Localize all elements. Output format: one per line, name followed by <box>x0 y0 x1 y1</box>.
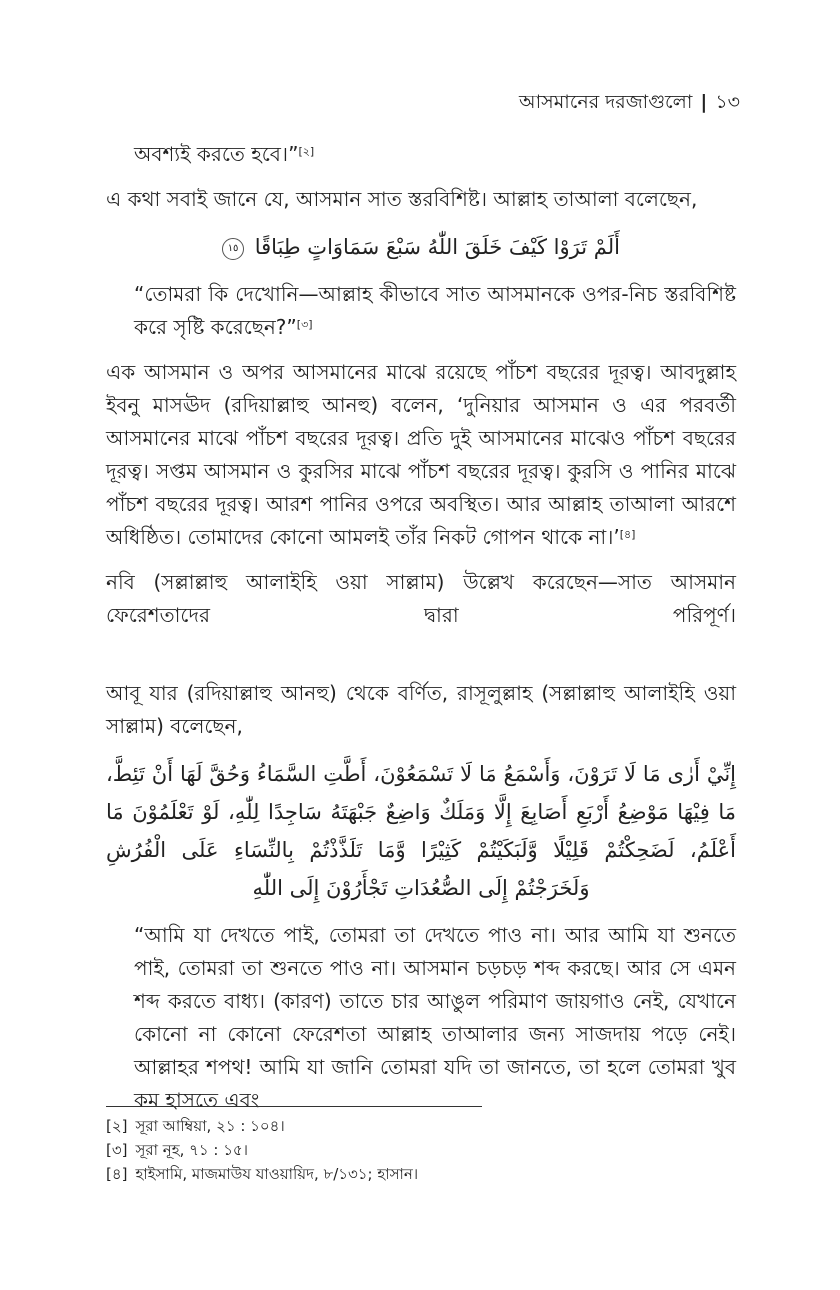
paragraph-5-text: নবি (সল্লাল্লাহু আলাইহি ওয়া সাল্লাম) উল্লেখ করেছেন—সাত আসমান ফেরেশতাদের দ্বারা পরিপূর্ণ। <box>106 570 736 627</box>
chapter-title: আসমানের দরজাগুলো <box>519 91 693 113</box>
ayah-translation <box>106 278 736 344</box>
header-separator: | <box>700 91 708 113</box>
quran-ayah <box>106 228 736 266</box>
footnote-ref-3: [৩] <box>296 318 313 331</box>
page-number: ১৩ <box>715 91 740 113</box>
footnote-number: [২] <box>106 1117 128 1135</box>
paragraph-1 <box>106 138 736 171</box>
hadith-arabic: إِنِّيْ أَرٰى مَا لَا تَرَوْنَ، وَأَسْمَعُ مَا لَا تَسْمَعُوْنَ، أَطَّتِ السَّمَاءُ وَحُقَّ لَهَا أَنْ تَئِطَّ، مَا فِيْهَا مَوْضِعُ أَرْبَعِ أَصَابِعَ إِلَّا وَمَلَكٌ وَاضِعٌ جَبْهَتَهُ سَاجِدًا لِلّٰهِ، لَوْ تَعْلَمُوْنَ مَا أَعْلَمُ، لَضَحِكْتُمْ قَلِيْلًا وَّلَبَكَيْتُمْ كَثِيْرًا وَّمَا تَلَذَّذْتُمْ بِالنِّسَاءِ عَلَى الْفُرُشِ وَلَخَرَجْتُمْ إِلَى الصُّعُدَاتِ تَجْأَرُوْنَ إِلَى اللّٰهِ <box>106 762 736 900</box>
hadith-translation <box>106 919 736 1117</box>
footnotes <box>106 1114 736 1186</box>
paragraph-6 <box>106 677 736 743</box>
footnote-text: সূরা নূহ, ৭১ : ১৫। <box>135 1141 249 1159</box>
ayah-number-icon: ١٥ <box>222 238 244 260</box>
footnote-number: [৩] <box>106 1141 128 1159</box>
ayah-text: أَلَمْ تَرَوْا كَيْفَ خَلَقَ اللّٰهُ سَبْعَ سَمَاوَاتٍ طِبَاقًا <box>254 235 620 259</box>
paragraph-4-text: এক আসমান ও অপর আসমানের মাঝে রয়েছে পাঁচশ বছরের দূরত্ব। আবদুল্লাহ ইবনু মাসঊদ (রদিয়াল্লাহু আনহু) বলেন, ‘দুনিয়ার আসমান ও এর পরবর্তী আসমানের মাঝে পাঁচশ বছরের দূরত্ব। প্রতি দুই আসমানের মাঝেও পাঁচশ বছরের দূরত্ব। সপ্তম আসমান ও কুরসির মাঝে পাঁচশ বছরের দূরত্ব। কুরসি ও পানির মাঝে পাঁচশ বছরের দূরত্ব। আরশ পানির ওপরে অবস্থিত। আর আল্লাহ তাআলা আরশে অধিষ্ঠিত। তোমাদের কোনো আমলই তাঁর নিকট গোপন থাকে না।’ <box>106 360 736 549</box>
footnote-2 <box>106 1114 736 1138</box>
paragraph-6-text: আবূ যার (রদিয়াল্লাহু আনহু) থেকে বর্ণিত, রাসূলুল্লাহ (সল্লাল্লাহু আলাইহি ওয়া সাল্লাম) বলেছেন, <box>106 681 736 738</box>
ayah-translation-text: “তোমরা কি দেখোনি—আল্লাহ কীভাবে সাত আসমানকে ওপর-নিচ স্তরবিশিষ্ট করে সৃষ্টি করেছেন?” <box>134 282 736 339</box>
running-header <box>519 88 740 120</box>
main-text <box>106 138 736 1129</box>
footnote-ref-4: [৪] <box>619 528 636 541</box>
footnote-4 <box>106 1162 736 1186</box>
footnote-text: হাইসামি, মাজমাউয যাওয়ায়িদ, ৮/১৩১; হাসান। <box>135 1165 419 1183</box>
footnote-number: [৪] <box>106 1165 128 1183</box>
footnote-text: সূরা আম্বিয়া, ২১ : ১০৪। <box>135 1117 285 1135</box>
hadith-translation-text: “আমি যা দেখতে পাই, তোমরা তা দেখতে পাও না। আর আমি যা শুনতে পাই, তোমরা তা শুনতে পাও না। আসমান চড়চড় শব্দ করছে। আর সে এমন শব্দ করতে বাধ্য। (কারণ) তাতে চার আঙুল পরিমাণ জায়গাও নেই, যেখানে কোনো না কোনো ফেরেশতা আল্লাহ তাআলার জন্য সাজদায় পড়ে নেই। আল্লাহর শপথ! আমি যা জানি তোমরা যদি তা জানতে, তা হলে তোমরা খুব কম হাসতে এবং <box>134 923 736 1112</box>
paragraph-5 <box>106 566 736 665</box>
paragraph-4 <box>106 356 736 554</box>
footnote-divider <box>106 1106 482 1107</box>
footnote-ref-2: [২] <box>298 145 315 158</box>
paragraph-2-text: এ কথা সবাই জানে যে, আসমান সাত স্তরবিশিষ্ট। আল্লাহ তাআলা বলেছেন, <box>106 187 698 211</box>
footnote-3 <box>106 1138 736 1162</box>
paragraph-2 <box>106 183 736 216</box>
paragraph-1-text: অবশ্যই করতে হবে।” <box>134 142 299 166</box>
